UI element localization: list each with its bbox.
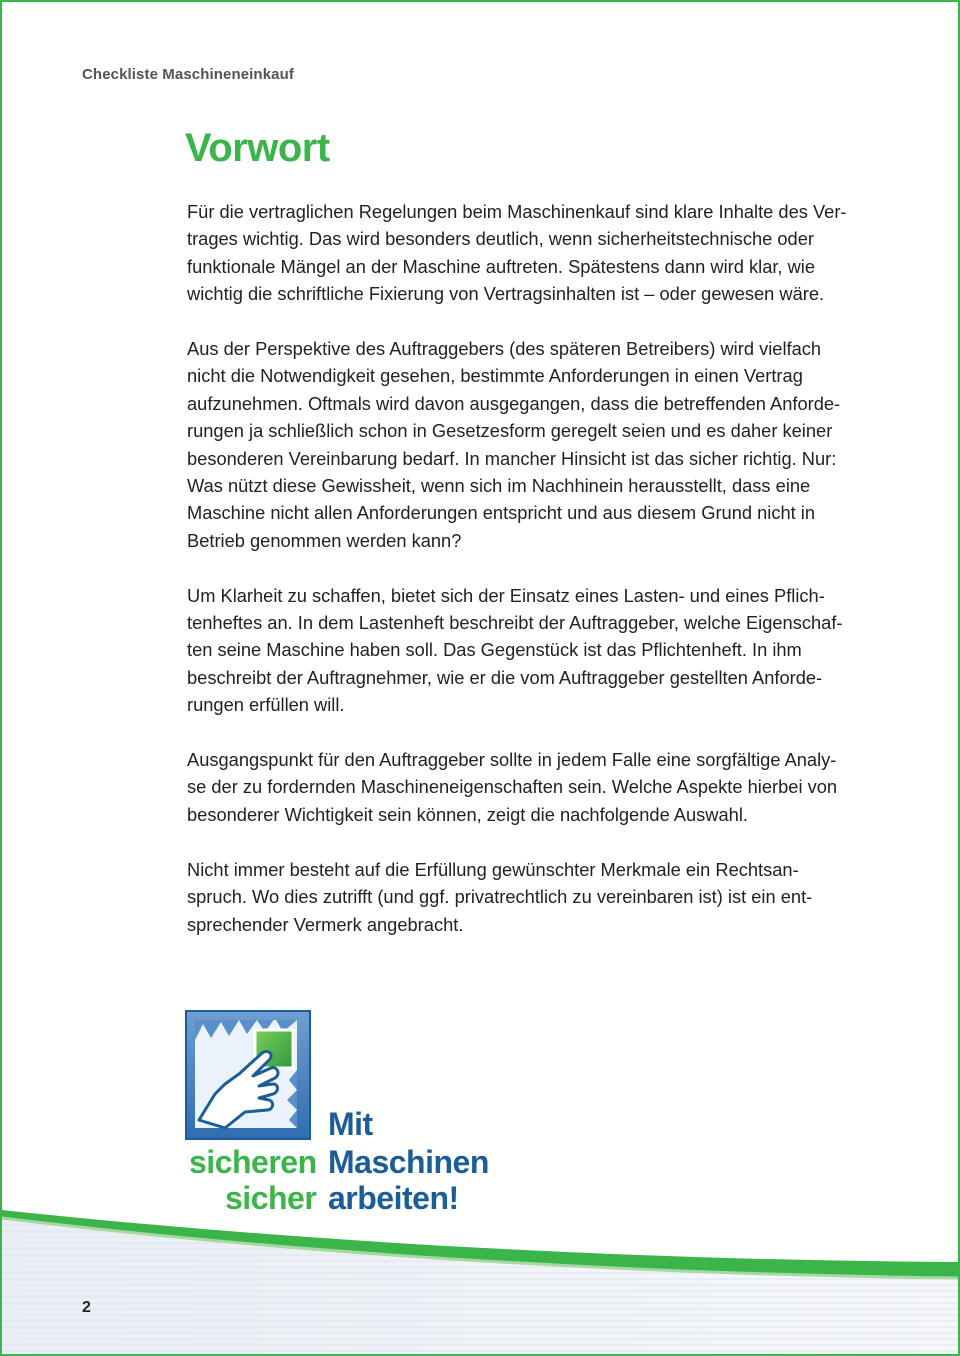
- text-line: Aus der Perspektive des Auftraggebers (des späteren Betreibers) wird vielfach: [187, 338, 822, 360]
- text-line: se der zu fordernden Maschineneigenschaften sein. Welche Aspekte hierbei von: [187, 776, 838, 798]
- logo-word-sicher: sicher: [225, 1180, 317, 1216]
- text-line: Für die vertraglichen Regelungen beim Maschinenkauf sind klare Inhalte des Ver-: [187, 201, 847, 222]
- text-line: Betrieb genommen werden kann?: [187, 529, 462, 551]
- paragraph: [187, 856, 887, 938]
- text-line: besonderer Wichtigkeit sein können, zeigt die nachfolgende Auswahl.: [187, 803, 748, 825]
- campaign-logo: [185, 1010, 505, 1220]
- logo-word-mit: Mit: [328, 1106, 373, 1142]
- paragraph: [187, 746, 887, 828]
- page-title: Vorwort: [185, 126, 330, 170]
- text-line: aufzunehmen. Oftmals wird davon ausgegangen, dass die betreffenden Anforde-: [187, 392, 841, 414]
- text-line: rungen ja schließlich schon in Gesetzesform geregelt seien und es daher keiner: [187, 420, 833, 442]
- running-header: Checkliste Maschineneinkauf: [82, 66, 294, 83]
- text-line: Nicht immer besteht auf die Erfüllung gewünschter Merkmale ein Rechtsan-: [187, 858, 799, 880]
- text-line: spruch. Wo dies zutrifft (und ggf. privatrechtlich zu vereinbaren ist) ist ein ent-: [187, 886, 813, 908]
- text-line: tenheftes an. In dem Lastenheft beschreibt der Auftraggeber, welche Eigenschaf-: [187, 612, 843, 634]
- text-line: ten seine Maschine haben soll. Das Gegenstück ist das Pflichtenheft. In ihm: [187, 639, 802, 661]
- text-line: besonderen Vereinbarung bedarf. In mancher Hinsicht ist das sicher richtig. Nur:: [187, 447, 837, 469]
- paragraph: [187, 198, 887, 308]
- text-line: Um Klarheit zu schaffen, bietet sich der Einsatz eines Lasten- und eines Pflich-: [187, 584, 825, 606]
- logo-word-arbeiten: arbeiten!: [328, 1180, 459, 1216]
- logo-word-maschinen: Maschinen: [328, 1144, 489, 1180]
- body-text: [187, 198, 887, 965]
- text-line: nicht die Notwendigkeit gesehen, bestimmte Anforderungen in einen Vertrag: [187, 365, 803, 387]
- text-line: trages wichtig. Das wird besonders deutlich, wenn sicherheitstechnische oder: [187, 228, 814, 250]
- paragraph: [187, 335, 887, 554]
- hand-pressing-button-icon: [185, 1010, 311, 1140]
- logo-word-sicheren: sicheren: [189, 1144, 317, 1180]
- paragraph: [187, 582, 887, 719]
- page-number: 2: [82, 1299, 91, 1316]
- text-line: beschreibt der Auftragnehmer, wie er die vom Auftraggeber gestellten Anforde-: [187, 666, 823, 688]
- text-line: rungen erfüllen will.: [187, 694, 345, 716]
- text-line: wichtig die schriftliche Fixierung von Vertragsinhalten ist – oder gewesen wäre.: [187, 283, 825, 305]
- text-line: sprechender Vermerk angebracht.: [187, 913, 464, 935]
- text-line: Ausgangspunkt für den Auftraggeber sollte in jedem Falle eine sorgfältige Analy-: [187, 749, 837, 771]
- text-line: Was nützt diese Gewissheit, wenn sich im Nachhinein herausstellt, dass eine: [187, 475, 811, 497]
- text-line: funktionale Mängel an der Maschine auftreten. Spätestens dann wird klar, wie: [187, 255, 816, 277]
- footer-wave-decoration: [2, 1202, 958, 1354]
- text-line: Maschine nicht allen Anforderungen entspricht und aus diesem Grund nicht in: [187, 502, 816, 524]
